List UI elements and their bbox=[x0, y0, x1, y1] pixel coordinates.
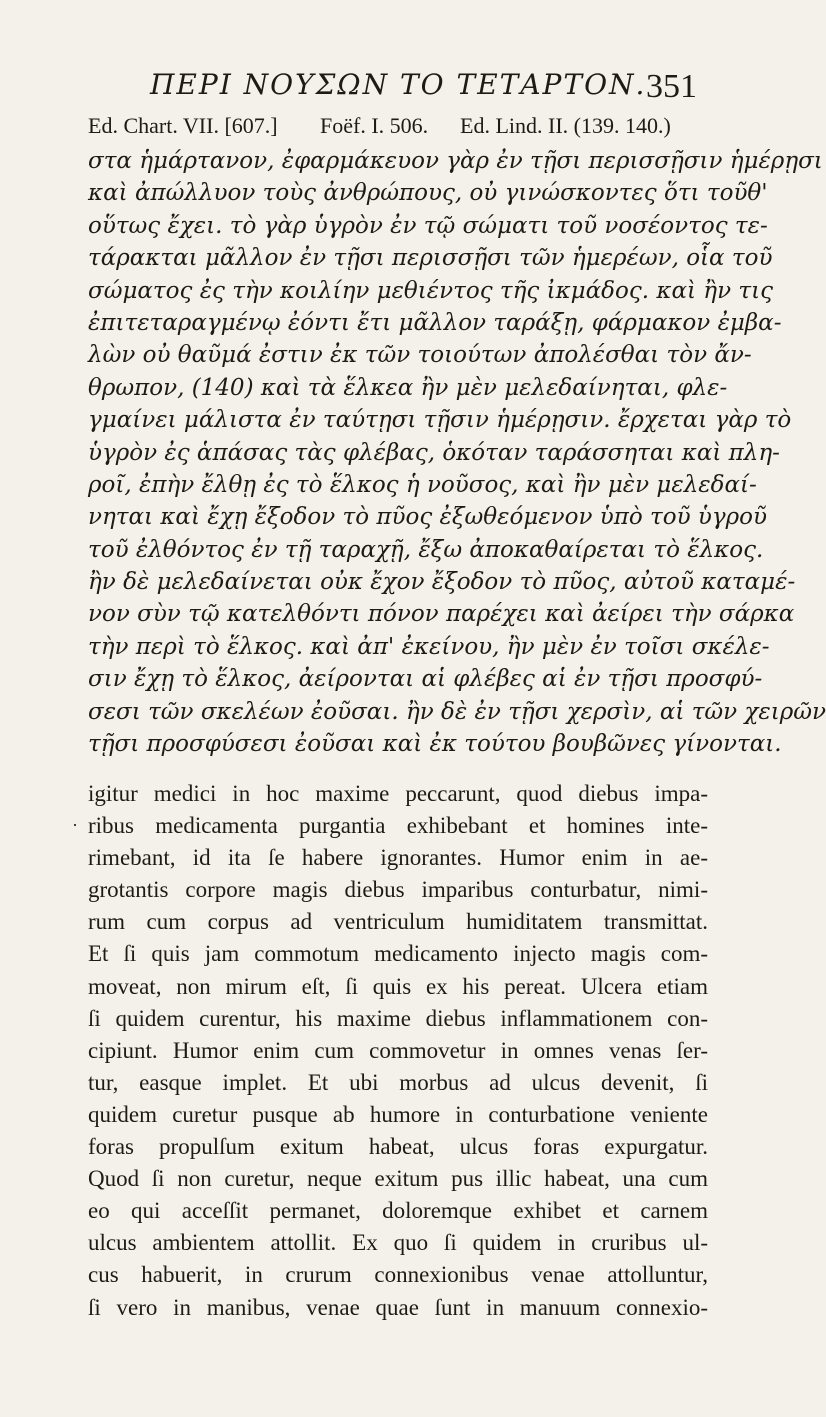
greek-line: στα ἡμάρτανον, ἐφαρμάκευον γὰρ ἐν τῇσι περισσῇσιν ἡμέρῃσι bbox=[88, 148, 823, 174]
greek-line: λὼν οὐ θαῦμά ἐστιν ἐκ τῶν τοιούτων ἀπολέσθαι τὸν ἄν- bbox=[88, 342, 752, 369]
edition-chart-reference: Ed. Chart. VII. [607.] bbox=[88, 113, 278, 138]
greek-line: γμαίνει μάλιστα ἐν ταύτῃσι τῇσιν ἡμέρῃσιν. ἔρχεται γὰρ τὸ bbox=[88, 407, 792, 434]
latin-line: cipiunt. Humor enim cum commovetur in omnes venas ſer- bbox=[88, 1037, 708, 1063]
greek-line: σώματος ἐς τὴν κοιλίην μεθιέντος τῆς ἰκμάδος. καὶ ἢν τις bbox=[88, 277, 774, 304]
edition-foes-reference: Foëf. I. 506. bbox=[320, 113, 429, 138]
greek-line: τὴν περὶ τὸ ἕλκος. καὶ ἀπ' ἐκείνου, ἢν μὲν ἐν τοῖσι σκέλε- bbox=[88, 633, 770, 660]
latin-line: Quod ſi non curetur, neque exitum pus illic habeat, una cum bbox=[88, 1166, 708, 1192]
running-title: ΠΕΡΙ ΝΟΥΣΩΝ ΤΟ ΤΕΤΑΡΤΟΝ. bbox=[150, 68, 647, 101]
greek-line: καὶ ἀπώλλυον τοὺς ἀνθρώπους, οὐ γινώσκοντες ὅτι τοῦθ' bbox=[88, 180, 768, 207]
greek-line: ἐπιτεταραγμένῳ ἐόντι ἔτι μᾶλλον ταράξῃ, φάρμακον ἐμβα- bbox=[88, 309, 782, 336]
greek-line: ἢν δὲ μελεδαίνεται οὐκ ἔχον ἔξοδον τὸ πῦος, αὐτοῦ καταμέ- bbox=[88, 569, 796, 596]
greek-line: νον σὺν τῷ κατελθόντι πόνον παρέχει καὶ ἀείρει τὴν σάρκα bbox=[88, 601, 795, 628]
margin-mark: · bbox=[72, 815, 78, 835]
latin-text-block bbox=[88, 778, 708, 1324]
latin-line: grotantis corpore magis diebus imparibus conturbatur, nimi- bbox=[88, 877, 708, 903]
latin-line: ulcus ambientem attollit. Ex quo ſi quidem in cruribus ul- bbox=[88, 1230, 708, 1256]
latin-line: ſi vero in manibus, venae quae ſunt in manuum connexio- bbox=[88, 1294, 708, 1320]
greek-line: ὑγρὸν ἐς ἁπάσας τὰς φλέβας, ὁκόταν ταράσσηται καὶ πλη- bbox=[88, 439, 780, 466]
page-number: 351 bbox=[646, 68, 697, 105]
latin-line: moveat, non mirum eſt, ſi quis ex his pereat. Ulcera etiam bbox=[88, 973, 708, 999]
greek-line: θρωπον, (140) καὶ τὰ ἕλκεα ἢν μὲν μελεδαίνηται, φλε- bbox=[88, 374, 728, 401]
latin-line: rum cum corpus ad ventriculum humiditatem transmittat. bbox=[88, 909, 708, 935]
greek-line: ροῖ, ἐπὴν ἔλθῃ ἐς τὸ ἕλκος ἡ νοῦσος, καὶ ἢν μὲν μελεδαί- bbox=[88, 471, 757, 498]
greek-line: τῇσι προσφύσεσι ἐοῦσαι καὶ ἐκ τούτου βουβῶνες γίνονται. bbox=[88, 731, 782, 758]
latin-line: quidem curetur pusque ab humore in conturbatione veniente bbox=[88, 1101, 708, 1127]
page-header bbox=[150, 62, 697, 106]
latin-line: eo qui acceſſit permanet, doloremque exhibet et carnem bbox=[88, 1198, 708, 1224]
latin-line: ſi quidem curentur, his maxime diebus inflammationem con- bbox=[88, 1005, 708, 1031]
latin-line: igitur medici in hoc maxime peccarunt, quod diebus impa- bbox=[88, 781, 708, 806]
latin-line: ribus medicamenta purgantia exhibebant et homines inte- bbox=[88, 813, 708, 839]
greek-line: τάρακται μᾶλλον ἐν τῇσι περισσῇσι τῶν ἡμερέων, οἷα τοῦ bbox=[88, 245, 773, 272]
edition-lind-reference: Ed. Lind. II. (139. 140.) bbox=[460, 113, 671, 138]
greek-text-block bbox=[88, 145, 826, 760]
greek-line: σιν ἔχῃ τὸ ἕλκος, ἀείρονται αἱ φλέβες αἱ ἐν τῇσι προσφύ- bbox=[88, 666, 763, 693]
edition-references bbox=[88, 113, 703, 145]
latin-line: foras propulſum exitum habeat, ulcus foras expurgatur. bbox=[88, 1134, 708, 1160]
greek-line: σεσι τῶν σκελέων ἐοῦσαι. ἢν δὲ ἐν τῇσι χερσὶν, αἱ τῶν χειρῶν bbox=[88, 698, 826, 725]
greek-line: νηται καὶ ἔχῃ ἔξοδον τὸ πῦος ἐξωθεόμενον ὑπὸ τοῦ ὑγροῦ bbox=[88, 504, 767, 531]
latin-line: rimebant, id ita ſe habere ignorantes. Humor enim in ae- bbox=[88, 845, 708, 871]
latin-line: tur, easque implet. Et ubi morbus ad ulcus devenit, ſi bbox=[88, 1069, 708, 1095]
latin-line: Et ſi quis jam commotum medicamento injecto magis com- bbox=[88, 941, 708, 967]
latin-line: cus habuerit, in crurum connexionibus venae attolluntur, bbox=[88, 1262, 708, 1288]
greek-line: τοῦ ἐλθόντος ἐν τῇ ταραχῇ, ἔξω ἀποκαθαίρεται τὸ ἕλκος. bbox=[88, 536, 764, 563]
greek-line: οὕτως ἔχει. τὸ γὰρ ὑγρὸν ἐν τῷ σώματι τοῦ νοσέοντος τε- bbox=[88, 212, 768, 239]
